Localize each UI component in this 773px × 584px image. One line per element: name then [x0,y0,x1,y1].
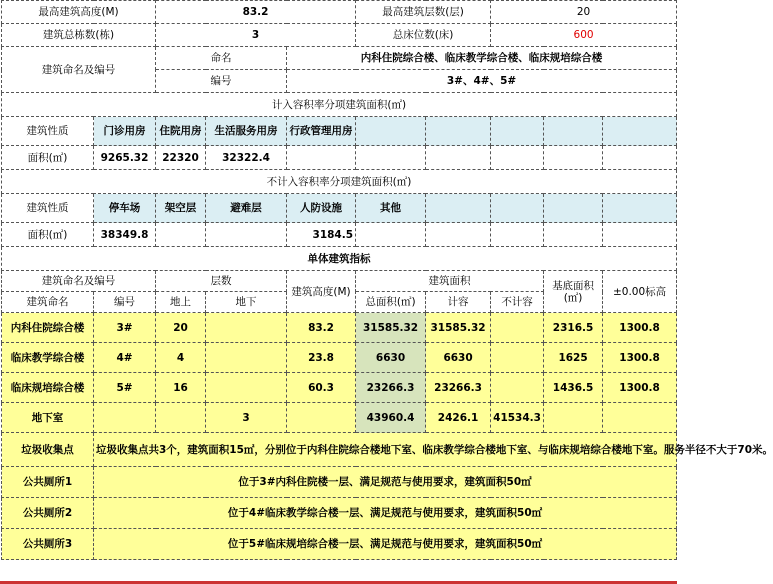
building-nofar: 41534.3 [491,403,544,433]
far-excluded-title: 不计入容积率分项建筑面积(㎡) [2,170,677,194]
total-beds-value: 600 [491,24,677,47]
area-cell [287,146,356,170]
category-cell: 门诊用房 [94,117,156,146]
category-cell: 避难层 [206,194,287,223]
building-nofar [491,373,544,403]
area-cell [544,223,603,247]
building-elevation [603,403,677,433]
category-cell: 生活服务用房 [206,117,287,146]
name-label: 命名 [156,47,287,70]
naming-label: 建筑命名及编号 [2,47,156,93]
building-number: 5# [94,373,156,403]
building-height [287,403,356,433]
category-cell [544,117,603,146]
single-header-row-1 [2,271,677,292]
area-cell: 3184.5 [287,223,356,247]
building-above: 20 [156,313,206,343]
category-cell: 架空层 [156,194,206,223]
area-cell [603,146,677,170]
summary-row-count [2,24,677,47]
total-buildings-label: 建筑总栋数(栋) [2,24,156,47]
category-cell [491,117,544,146]
header-name: 建筑命名 [2,292,94,313]
header-elevation: ±0.00标高 [603,271,677,313]
area-cell [206,223,287,247]
building-below [206,343,287,373]
building-name: 临床规培综合楼 [2,373,94,403]
note-row [2,433,677,467]
building-total: 23266.3 [356,373,426,403]
category-cell [491,194,544,223]
building-number [94,403,156,433]
header-number: 编号 [94,292,156,313]
max-height-value: 83.2 [156,1,356,24]
area-cell [491,223,544,247]
far-excluded-category-row [2,194,677,223]
area-cell [426,223,491,247]
category-cell [356,117,426,146]
area-cell: 32322.4 [206,146,287,170]
number-label: 编号 [156,70,287,93]
building-far: 31585.32 [426,313,491,343]
building-row [2,343,677,373]
building-base: 2316.5 [544,313,603,343]
area-cell [356,146,426,170]
far-excluded-area-label: 面积(㎡) [2,223,94,247]
building-nofar [491,313,544,343]
far-excluded-area-row [2,223,677,247]
building-row [2,313,677,343]
header-naming: 建筑命名及编号 [2,271,156,292]
building-base [544,403,603,433]
note-text: 位于5#临床规培综合楼一层、满足规范与使用要求，建筑面积50㎡ [94,529,677,560]
note-label: 公共厕所2 [2,498,94,529]
category-cell [426,117,491,146]
area-cell [356,223,426,247]
category-cell [603,194,677,223]
category-cell [426,194,491,223]
building-elevation: 1300.8 [603,373,677,403]
header-height: 建筑高度(M) [287,271,356,313]
max-height-label: 最高建筑高度(M) [2,1,156,24]
note-text: 位于4#临床教学综合楼一层、满足规范与使用要求，建筑面积50㎡ [94,498,677,529]
building-above [156,403,206,433]
total-beds-label: 总床位数(床) [356,24,491,47]
building-above: 16 [156,373,206,403]
building-above: 4 [156,343,206,373]
area-cell [603,223,677,247]
far-included-area-row [2,146,677,170]
header-far: 计容 [426,292,491,313]
category-cell: 其他 [356,194,426,223]
note-label: 垃圾收集点 [2,433,94,467]
building-below [206,313,287,343]
area-cell: 22320 [156,146,206,170]
single-title-row [2,247,677,271]
building-row [2,373,677,403]
building-total: 43960.4 [356,403,426,433]
building-far: 6630 [426,343,491,373]
far-included-title: 计入容积率分项建筑面积(㎡) [2,93,677,117]
category-cell: 行政管理用房 [287,117,356,146]
note-label: 公共厕所3 [2,529,94,560]
area-cell [426,146,491,170]
building-name: 地下室 [2,403,94,433]
header-nofar: 不计容 [491,292,544,313]
building-far: 2426.1 [426,403,491,433]
building-total: 6630 [356,343,426,373]
building-number: 4# [94,343,156,373]
category-cell: 人防设施 [287,194,356,223]
far-excluded-nature-label: 建筑性质 [2,194,94,223]
area-cell [491,146,544,170]
header-floors: 层数 [156,271,287,292]
name-value: 内科住院综合楼、临床教学综合楼、临床规培综合楼 [287,47,677,70]
total-buildings-value: 3 [156,24,356,47]
note-row [2,467,677,498]
building-base: 1436.5 [544,373,603,403]
area-cell: 9265.32 [94,146,156,170]
building-height: 60.3 [287,373,356,403]
note-row [2,498,677,529]
header-area: 建筑面积 [356,271,544,292]
category-cell [544,194,603,223]
far-excluded-title-row [2,170,677,194]
building-height: 83.2 [287,313,356,343]
header-total: 总面积(㎡) [356,292,426,313]
note-row [2,529,677,560]
number-value: 3#、4#、5# [287,70,677,93]
header-base: 基底面积 (㎡) [544,271,603,313]
building-elevation: 1300.8 [603,343,677,373]
header-above: 地上 [156,292,206,313]
area-cell [156,223,206,247]
header-below: 地下 [206,292,287,313]
far-included-area-label: 面积(㎡) [2,146,94,170]
area-cell: 38349.8 [94,223,156,247]
far-included-category-row [2,117,677,146]
building-total: 31585.32 [356,313,426,343]
category-cell: 停车场 [94,194,156,223]
note-text: 位于3#内科住院楼一层、满足规范与使用要求，建筑面积50㎡ [94,467,677,498]
building-row [2,403,677,433]
max-floors-label: 最高建筑层数(层) [356,1,491,24]
category-cell: 住院用房 [156,117,206,146]
building-height: 23.8 [287,343,356,373]
building-elevation: 1300.8 [603,313,677,343]
max-floors-value: 20 [491,1,677,24]
area-cell [544,146,603,170]
building-far: 23266.3 [426,373,491,403]
summary-row-height [2,1,677,24]
category-cell [603,117,677,146]
note-text: 垃圾收集点共3个，建筑面积15㎡，分别位于内科住院综合楼地下室、临床教学综合楼地下室、与临床规培综合楼地下室。服务半径不大于70米。 [94,433,677,467]
building-number: 3# [94,313,156,343]
far-included-nature-label: 建筑性质 [2,117,94,146]
far-included-title-row [2,93,677,117]
building-below [206,373,287,403]
note-label: 公共厕所1 [2,467,94,498]
building-index-table [1,0,773,560]
building-name: 临床教学综合楼 [2,343,94,373]
building-below: 3 [206,403,287,433]
building-nofar [491,343,544,373]
single-title: 单体建筑指标 [2,247,677,271]
building-name: 内科住院综合楼 [2,313,94,343]
naming-row [2,47,677,70]
building-base: 1625 [544,343,603,373]
